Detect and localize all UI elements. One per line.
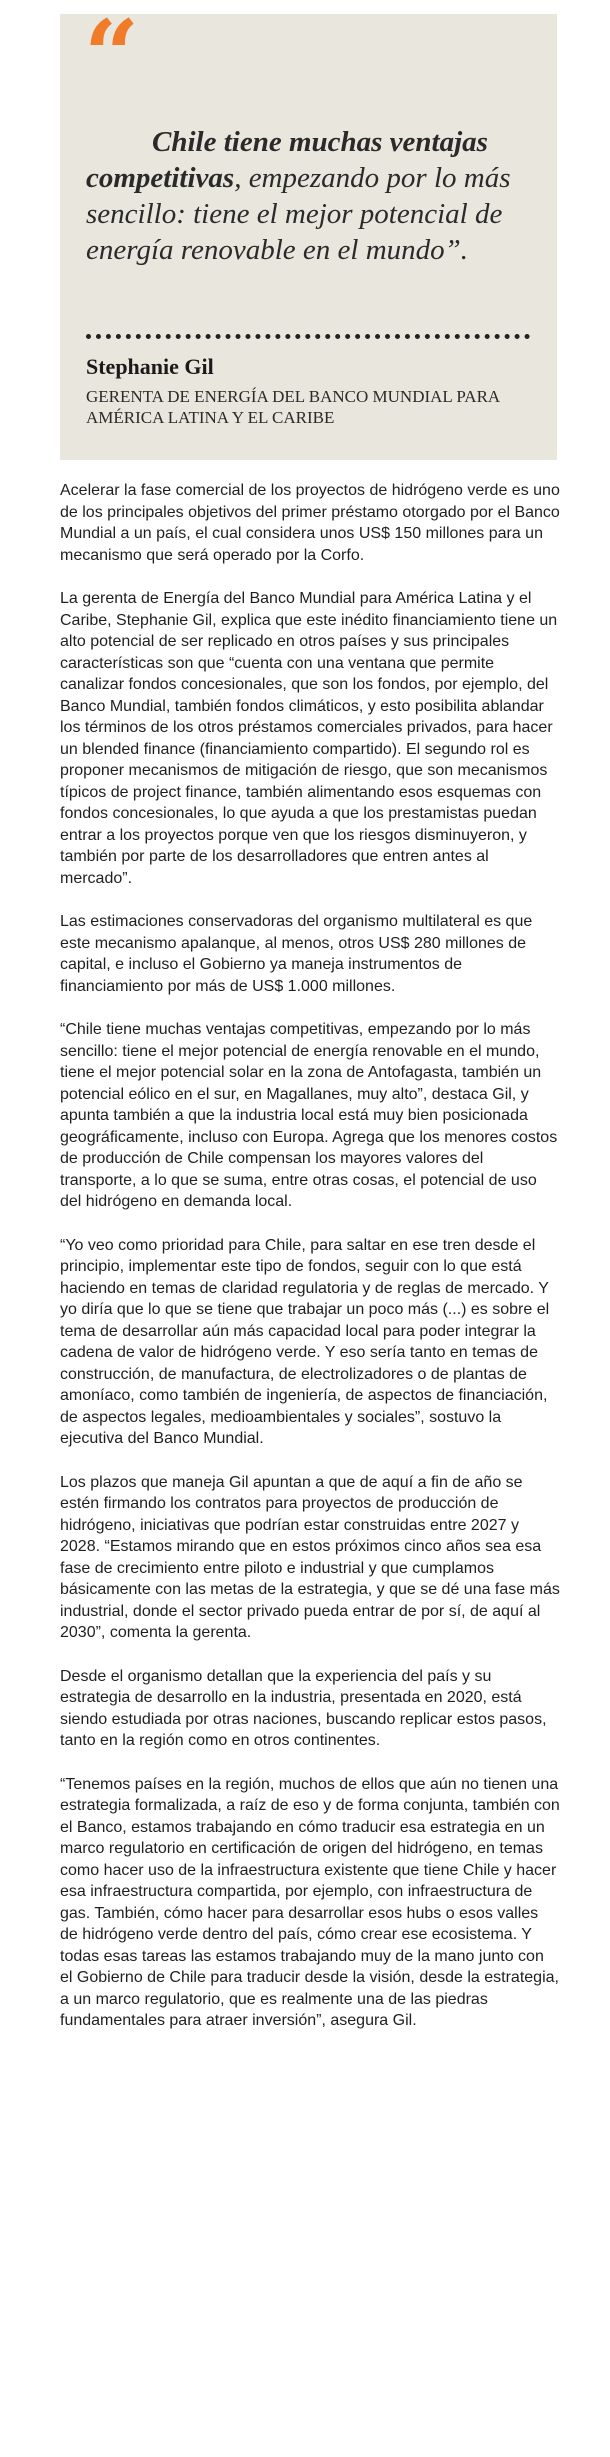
article-paragraph: “Yo veo como prioridad para Chile, para saltar en ese tren desde el principio, implementar este tipo de fondos, seguir con lo que está haciendo en temas de claridad regulatoria y de reglas de mercado. Y yo diría que lo que se tiene que trabajar un poco más (...) es sobre el tema de desarrollar aún más capacidad local para poder integrar la cadena de valor de hidrógeno verde. Y eso sería tanto en temas de construcción, de manufactura, de electrolizadores o de plantas de amoníaco, como también de ingeniería, de aspectos de financiación, de aspectos legales, medioambientales y sociales”, sostuvo la ejecutiva del Banco Mundial. [60, 1236, 550, 1447]
article-body [60, 480, 560, 2054]
pull-quote-text [86, 124, 536, 268]
article-paragraph: Los plazos que maneja Gil apuntan a que de aquí a fin de año se estén firmando los contratos para proyectos de producción de hidrógeno, iniciativas que podrían estar construidas entre 2027 y 2028. “Estamos mirando que en estos próximos cinco años sea esa fase de crecimiento entre piloto e industrial y que cumplamos básicamente con las metas de la estrategia, y que se dé una fase más industrial, donde el sector privado pueda entrar de por sí, de aquí al 2030”, comenta la gerenta. [60, 1473, 560, 1641]
quote-author-role: GERENTA DE ENERGÍA DEL BANCO MUNDIAL PARA AMÉRICA LATINA Y EL CARIBE [86, 387, 500, 427]
article-paragraph: “Chile tiene muchas ventajas competitivas, empezando por lo más sencillo: tiene el mejor potencial de energía renovable en el mundo, tiene el mejor potencial solar en la zona de Antofagasta, también un potencial eólico en el sur, en Magallanes, muy alto”, destaca Gil, y apunta también a que la industria local está muy bien posicionada geográficamente, incluso con Europa. Agrega que los menores costos de producción de Chile compensan los mayores valores del transporte, a lo que se suma, entre otras cosas, el potencial de uso del hidrógeno en demanda local. [60, 1021, 558, 1210]
pull-quote-box [60, 0, 557, 460]
article-paragraph: Desde el organismo detallan que la experiencia del país y su estrategia de desarrollo en la industria, presentada en 2020, está siendo estudiada por otras naciones, buscando replicar estos pasos, tanto en la región como en otros continentes. [60, 1667, 547, 1749]
article-paragraph: Las estimaciones conservadoras del organismo multilateral es que este mecanismo apalanque, al menos, otros US$ 280 millones de capital, e incluso el Gobierno ya maneja instrumentos de financiamiento por más de US$ 1.000 millones. [60, 913, 533, 995]
pull-quote-lead: Chile tiene muchas ventajas competitivas [86, 126, 488, 194]
quote-author: Stephanie Gil [86, 354, 214, 379]
quote-mark-icon: “ [84, 0, 140, 112]
article-paragraph: “Tenemos países en la región, muchos de ellos que aún no tienen una estrategia formalizada, a raíz de eso y de forma conjunta, también con el Banco, estamos trabajando en cómo traducir esa estrategia en un marco regulatorio en certificación de origen del hidrógeno, en temas como hacer uso de la infraestructura existente que tiene Chile y hacer esa infraestructura compartida, por ejemplo, con infraestructura de gas. También, cómo hacer para desarrollar esos hubs o esos valles de hidrógeno verde dentro del país, cómo crear ese ecosistema. Y todas esas tareas las estamos trabajando muy de la mano junto con el Gobierno de Chile para traducir desde la visión, desde la estrategia, a un marco regulatorio, que es realmente una de las piedras fundamentales para atraer inversión”, asegura Gil. [60, 1775, 560, 2029]
article-paragraph: La gerenta de Energía del Banco Mundial para América Latina y el Caribe, Stephanie Gil, explica que este inédito financiamiento tiene un alto potencial de ser replicado en otros países y sus principales características son que “cuenta con una ventana que permite canalizar fondos concesionales, que son los fondos, por ejemplo, del Banco Mundial, también fondos climáticos, y esto posibilita ablandar los términos de los otros préstamos comerciales privados, para hacer un blended finance (financiamiento compartido). El segundo rol es proponer mecanismos de mitigación de riesgo, que son mecanismos típicos de project finance, también alimentando esos esquemas con fondos concesionales, lo que ayuda a que los prestamistas puedan entrar a los proyectos porque ven que los riesgos disminuyeron, y también por parte de los desarrolladores que entren antes al mercado”. [60, 590, 558, 887]
article-paragraph: Acelerar la fase comercial de los proyectos de hidrógeno verde es uno de los principales objetivos del primer préstamo otorgado por el Banco Mundial a un país, el cual considera unos US$ 150 millones para un mecanismo que será operado por la Corfo. [60, 482, 560, 564]
dotted-divider [86, 334, 530, 339]
pull-quote-rest: , empezando por lo más sencillo: tiene el mejor potencial de energía renovable en el mundo”. [86, 162, 511, 266]
